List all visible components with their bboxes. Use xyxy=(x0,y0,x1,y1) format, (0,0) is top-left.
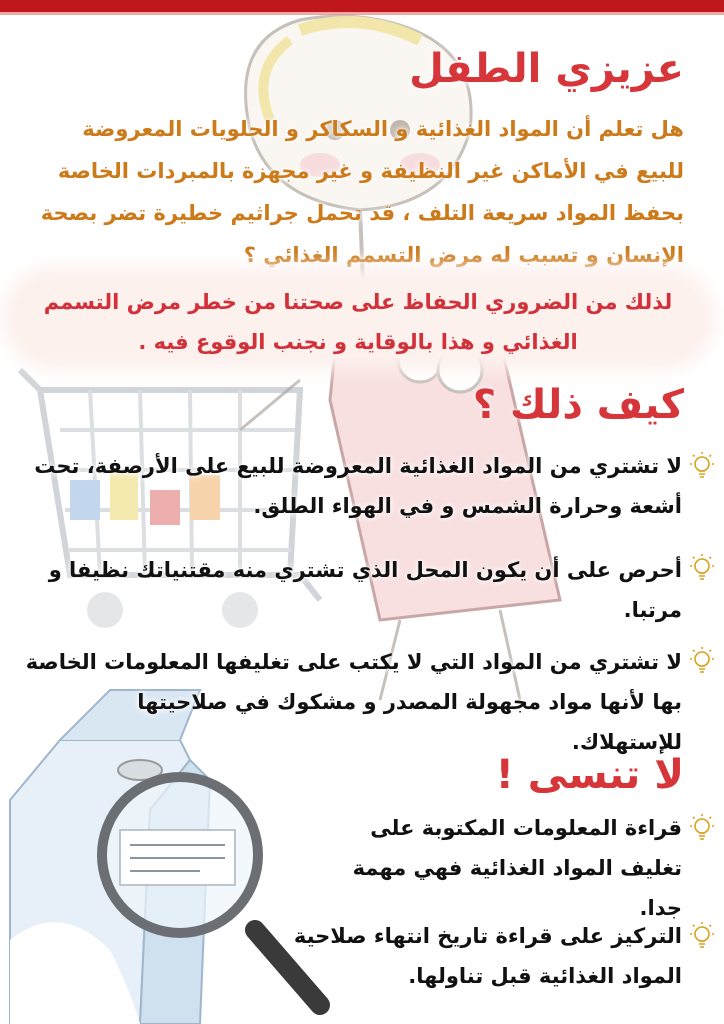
lightbulb-icon xyxy=(686,450,718,482)
highlight-text: لذلك من الضروري الحفاظ على صحتنا من خطر مرض التسمم الغذائي و هذا بالوقاية و نجنب الوقوع فيه . xyxy=(43,290,673,354)
dont-item: التركيز على قراءة تاريخ انتهاء صلاحية المواد الغذائية قبل تناولها. xyxy=(293,924,682,988)
how-item: لا تشتري من المواد التي لا يكتب على تغليفها المعلومات الخاصة بها لأنها مواد مجهولة المصدر و مشكوك في صلاحيتها للإستهلاك. xyxy=(25,650,682,754)
lightbulb-icon xyxy=(686,645,718,677)
intro-paragraph: هل تعلم أن المواد الغذائية و السكاكر و الحلويات المعروضة للبيع في الأماكن غير النظيفة و غير مجهزة بالمبردات الخاصة بحفظ المواد سريعة التلف ، قد تحمل جراثيم خطيرة تضر بصحة الإنسان و تسبب له مرض التسمم الغذائي ؟ xyxy=(40,117,684,267)
lightbulb-icon xyxy=(686,552,718,584)
how-item: أحرص على أن يكون المحل الذي تشتري منه مقتنياتك نظيفا و مرتبا. xyxy=(48,558,682,622)
page-title: عزيزي الطفل xyxy=(409,46,684,92)
dont-forget-title: لا تنسى ! xyxy=(495,752,684,798)
lightbulb-icon xyxy=(686,920,718,952)
dont-item: قراءة المعلومات المكتوبة على تغليف المواد الغذائية فهي مهمة جدا. xyxy=(352,816,682,920)
lightbulb-icon xyxy=(686,812,718,844)
how-item: لا تشتري من المواد الغذائية المعروضة للبيع على الأرصفة، تحت أشعة وحرارة الشمس و في الهواء الطلق. xyxy=(34,454,682,518)
how-title: كيف ذلك ؟ xyxy=(472,382,684,428)
